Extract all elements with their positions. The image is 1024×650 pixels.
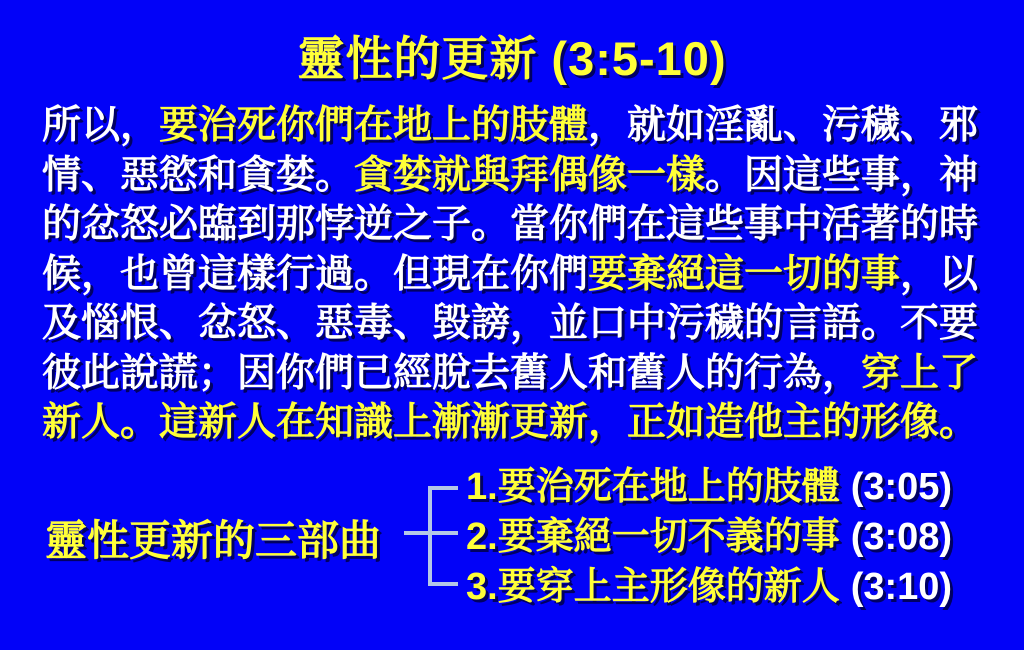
bracket-branch-3 [428, 582, 458, 586]
slide-title: 靈性的更新 (3:5-10) [297, 32, 727, 85]
text-segment-highlight: 新人。這新人在知識上漸漸更新，正如造他主的形像。 [42, 401, 979, 444]
text-segment-highlight: 穿上了 [861, 351, 979, 395]
footer-items-list [466, 462, 952, 612]
text-segment: 。因這些事，神 [705, 153, 979, 197]
item-verse-ref: (3:10) [850, 566, 953, 608]
text-segment: 及惱恨、忿怒、惡毒、毀謗，並口中污穢的言語。不要 [42, 302, 979, 345]
text-segment: 的忿怒必臨到那悖逆之子。當你們在這些事中活著的時 [42, 203, 979, 246]
text-segment: ，以 [900, 252, 979, 296]
body-line [42, 299, 978, 349]
body-paragraph [42, 101, 978, 448]
body-line [42, 349, 978, 399]
bracket-vertical [428, 486, 432, 586]
body-line [42, 151, 978, 201]
body-line [42, 250, 978, 300]
bracket-branch-2 [428, 531, 458, 535]
footer-item [466, 562, 952, 612]
item-number: 1. [466, 466, 498, 508]
footer-item [466, 512, 952, 562]
item-text: 要治死在地上的肢體 [497, 466, 840, 508]
item-text: 要穿上主形像的新人 [497, 566, 840, 608]
item-verse-ref: (3:05) [850, 466, 953, 508]
text-segment-highlight: 要棄絕這一切的事 [588, 252, 901, 296]
text-segment: 所以， [42, 104, 160, 147]
body-line [42, 101, 978, 151]
footer-label: 靈性更新的三部曲 [45, 517, 382, 564]
text-segment: 彼此說謊；因你們已經脫去舊人和舊人的行為， [42, 351, 862, 395]
item-number: 3. [466, 566, 498, 608]
text-segment: 候，也曾這樣行過。但現在你們 [42, 252, 589, 296]
text-segment-highlight: 要治死你們在地上的肢體 [159, 104, 589, 147]
body-line [42, 398, 978, 448]
text-segment: 情、惡慾和貪婪。 [42, 153, 355, 197]
body-line [42, 200, 978, 250]
text-segment: ，就如淫亂、污穢、邪 [588, 104, 979, 147]
item-number: 2. [466, 516, 498, 558]
bracket-branch-1 [428, 486, 458, 490]
item-text: 要棄絕一切不義的事 [497, 516, 840, 558]
footer-item [466, 462, 952, 512]
item-verse-ref: (3:08) [850, 516, 953, 558]
text-segment-highlight: 貪婪就與拜偶像一樣 [354, 153, 706, 197]
